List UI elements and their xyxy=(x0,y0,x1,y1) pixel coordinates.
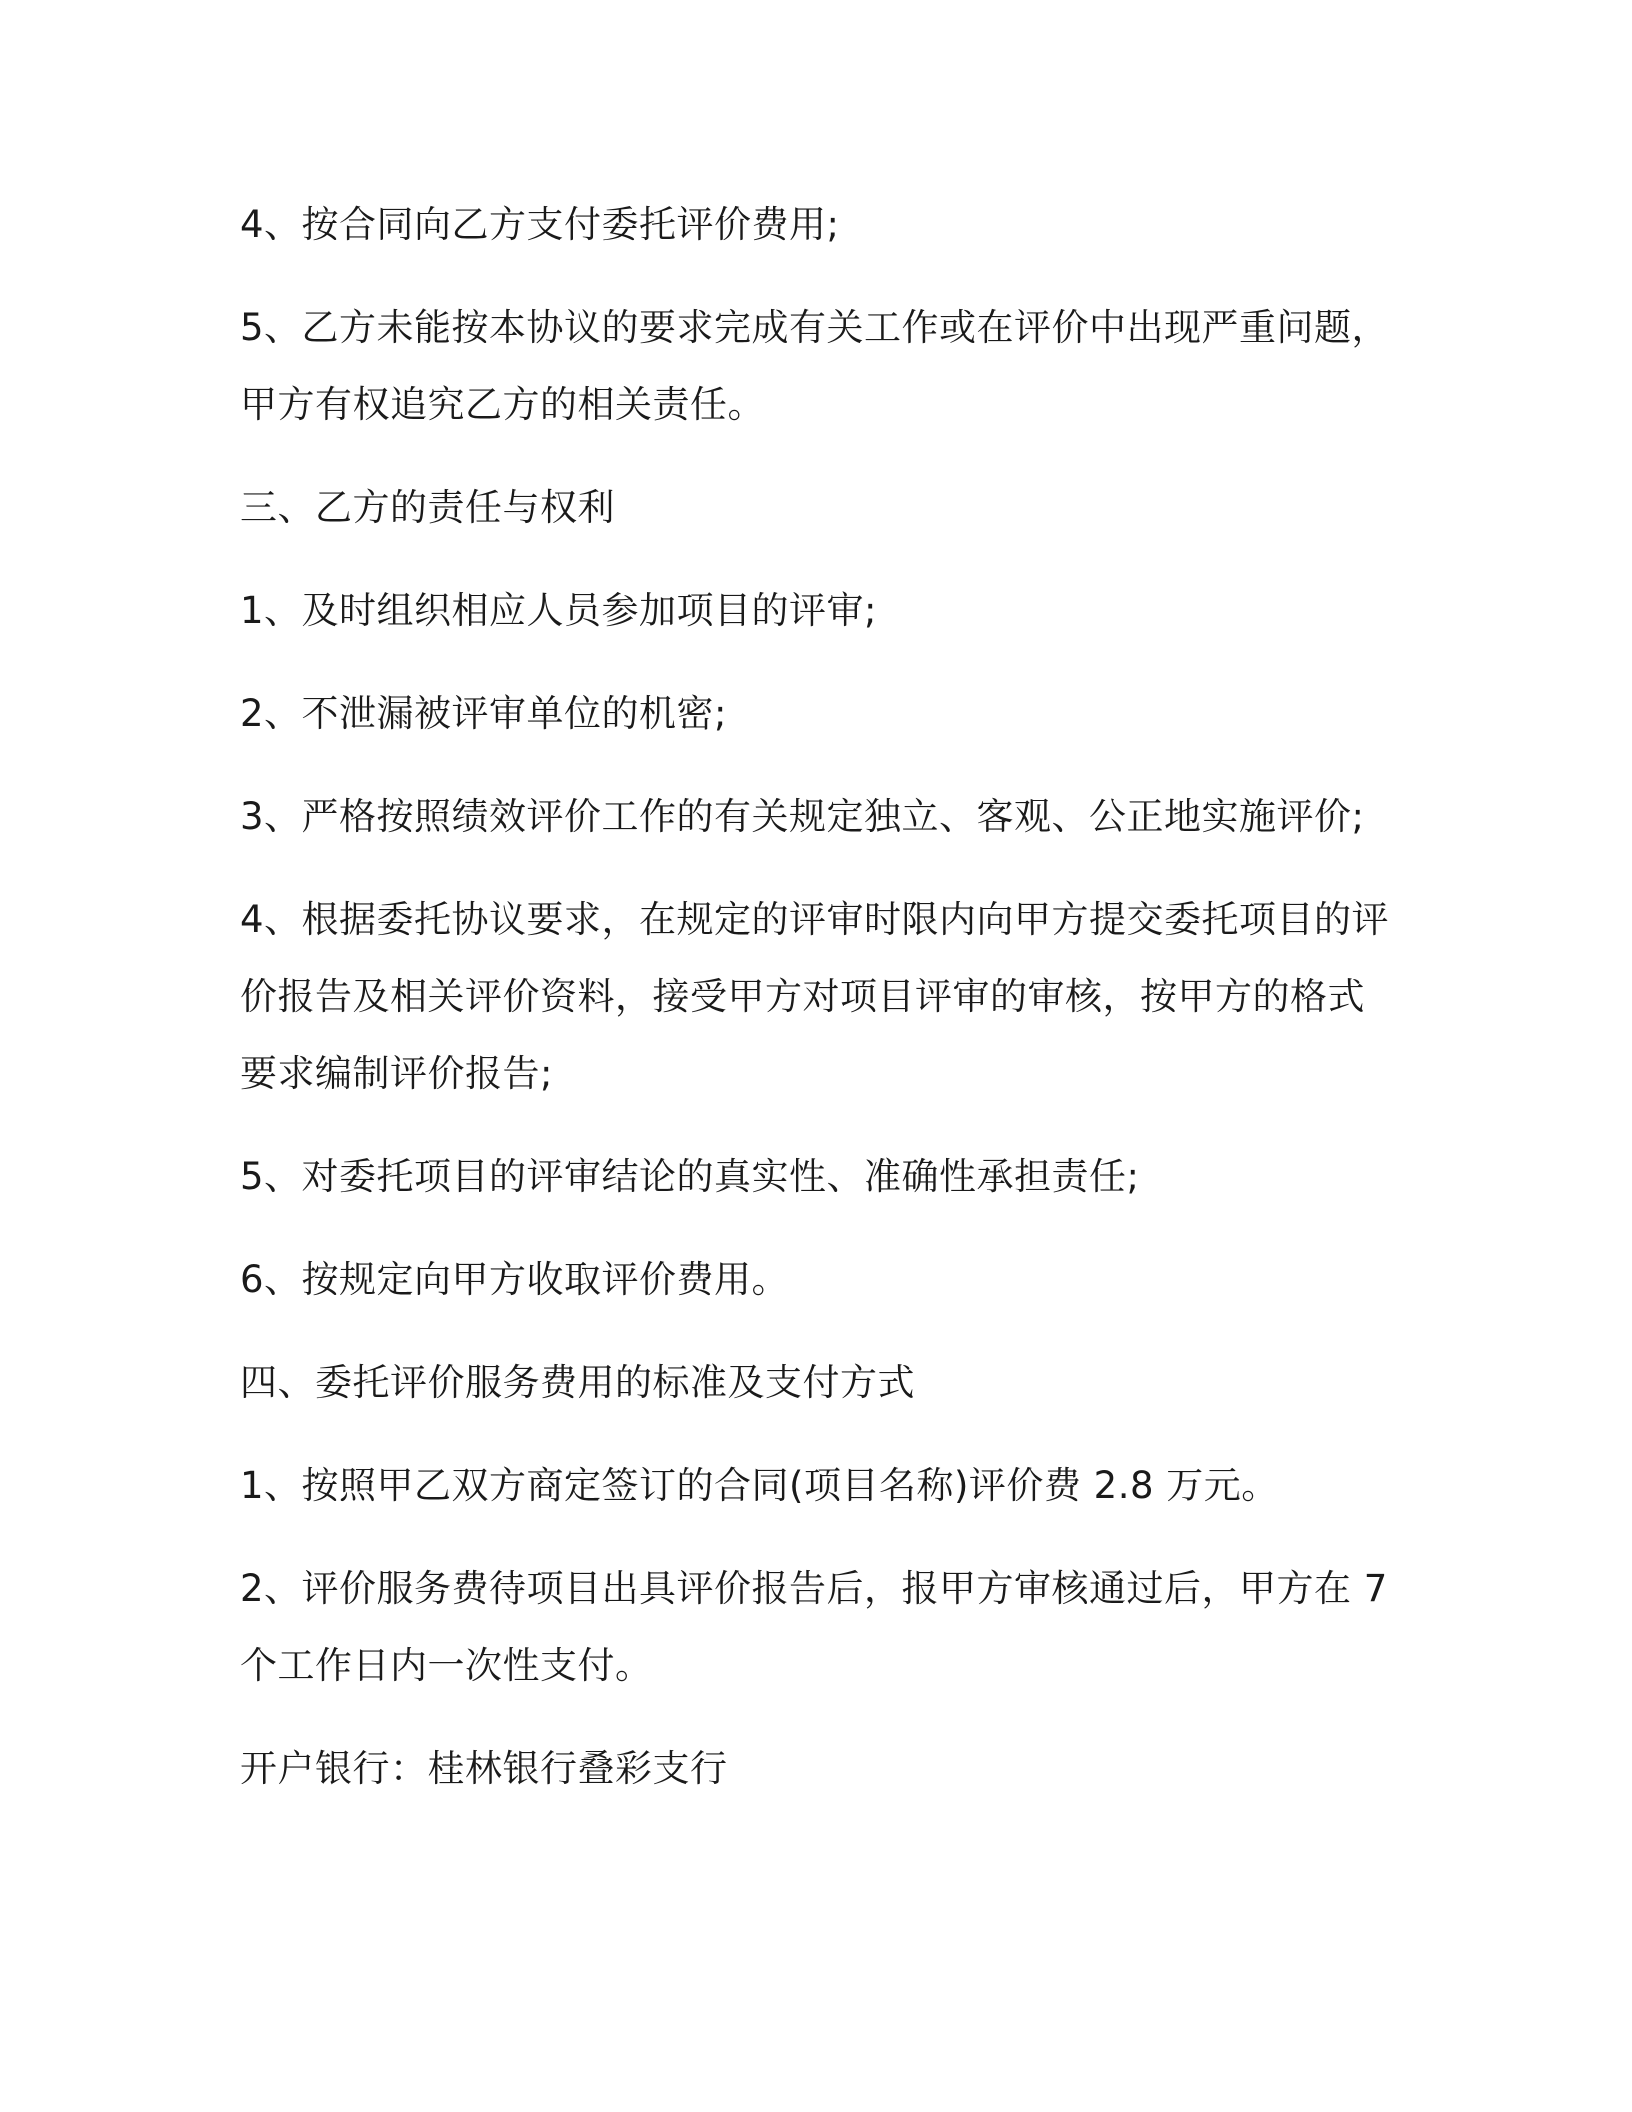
text-line: 开户银行：桂林银行叠彩支行 xyxy=(240,1747,728,1790)
document-body xyxy=(240,186,1390,1833)
paragraph-bank-info xyxy=(240,1730,1390,1807)
paragraph-party-a-item-4 xyxy=(240,186,1390,263)
text-line: 1、及时组织相应人员参加项目的评审; xyxy=(240,589,878,632)
paragraph-fees-item-2 xyxy=(240,1550,1390,1704)
section-heading-fees xyxy=(240,1344,1390,1421)
text-line: 5、乙方未能按本协议的要求完成有关工作或在评价中出现严重问题， xyxy=(240,306,1390,349)
text-line: 要求编制评价报告; xyxy=(240,1052,553,1095)
section-heading-party-b xyxy=(240,469,1390,546)
text-line: 2、不泄漏被评审单位的机密; xyxy=(240,692,728,735)
paragraph-party-b-item-6 xyxy=(240,1241,1390,1318)
paragraph-party-b-item-1 xyxy=(240,572,1390,649)
text-line: 价报告及相关评价资料，接受甲方对项目评审的审核，按甲方的格式 xyxy=(240,975,1365,1018)
paragraph-party-a-item-5 xyxy=(240,289,1390,443)
text-line: 4、根据委托协议要求，在规定的评审时限内向甲方提交委托项目的评 xyxy=(240,898,1390,941)
text-line: 4、按合同向乙方支付委托评价费用; xyxy=(240,203,840,246)
text-line: 甲方有权追究乙方的相关责任。 xyxy=(240,383,765,426)
paragraph-party-b-item-2 xyxy=(240,675,1390,752)
text-line: 5、对委托项目的评审结论的真实性、准确性承担责任; xyxy=(240,1155,1140,1198)
text-line: 1、按照甲乙双方商定签订的合同(项目名称)评价费 2.8 万元。 xyxy=(240,1464,1279,1507)
text-line: 3、严格按照绩效评价工作的有关规定独立、客观、公正地实施评价; xyxy=(240,795,1365,838)
text-line: 2、评价服务费待项目出具评价报告后，报甲方审核通过后，甲方在 7 xyxy=(240,1567,1388,1610)
text-line: 三、乙方的责任与权利 xyxy=(240,486,615,529)
paragraph-party-b-item-3 xyxy=(240,778,1390,855)
text-line: 四、委托评价服务费用的标准及支付方式 xyxy=(240,1361,915,1404)
paragraph-fees-item-1 xyxy=(240,1447,1390,1524)
text-line: 个工作日内一次性支付。 xyxy=(240,1644,653,1687)
text-line: 6、按规定向甲方收取评价费用。 xyxy=(240,1258,790,1301)
paragraph-party-b-item-4 xyxy=(240,881,1390,1112)
paragraph-party-b-item-5 xyxy=(240,1138,1390,1215)
